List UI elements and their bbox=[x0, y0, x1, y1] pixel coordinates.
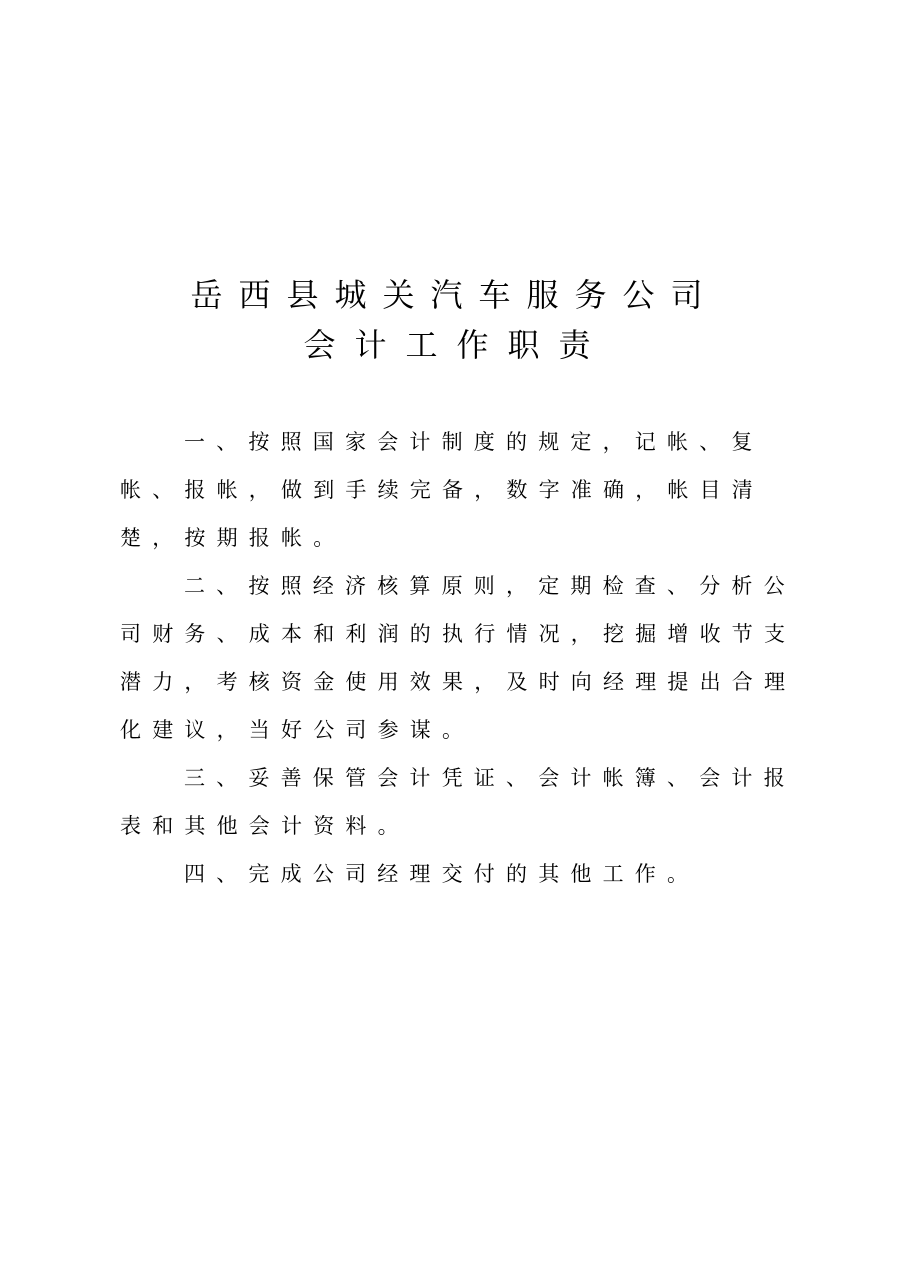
title-company-name: 岳西县城关汽车服务公司 bbox=[190, 276, 719, 314]
document-body bbox=[120, 418, 810, 898]
title-document-subject: 会计工作职责 bbox=[303, 326, 610, 364]
duty-item-4: 四、完成公司经理交付的其他工作。 bbox=[184, 862, 700, 886]
duty-item-3: 三、妥善保管会计凭证、会计帐簿、会计报表和其他会计资料。 bbox=[120, 766, 796, 838]
document-title bbox=[0, 270, 909, 370]
duty-item-2: 二、按照经济核算原则，定期检查、分析公司财务、成本和利润的执行情况，挖掘增收节支潜力，考核资金使用效果，及时向经理提出合理化建议，当好公司参谋。 bbox=[120, 574, 797, 742]
duty-item-1: 一、按照国家会计制度的规定，记帐、复帐、报帐，做到手续完备，数字准确，帐目清楚，按期报帐。 bbox=[120, 430, 764, 550]
